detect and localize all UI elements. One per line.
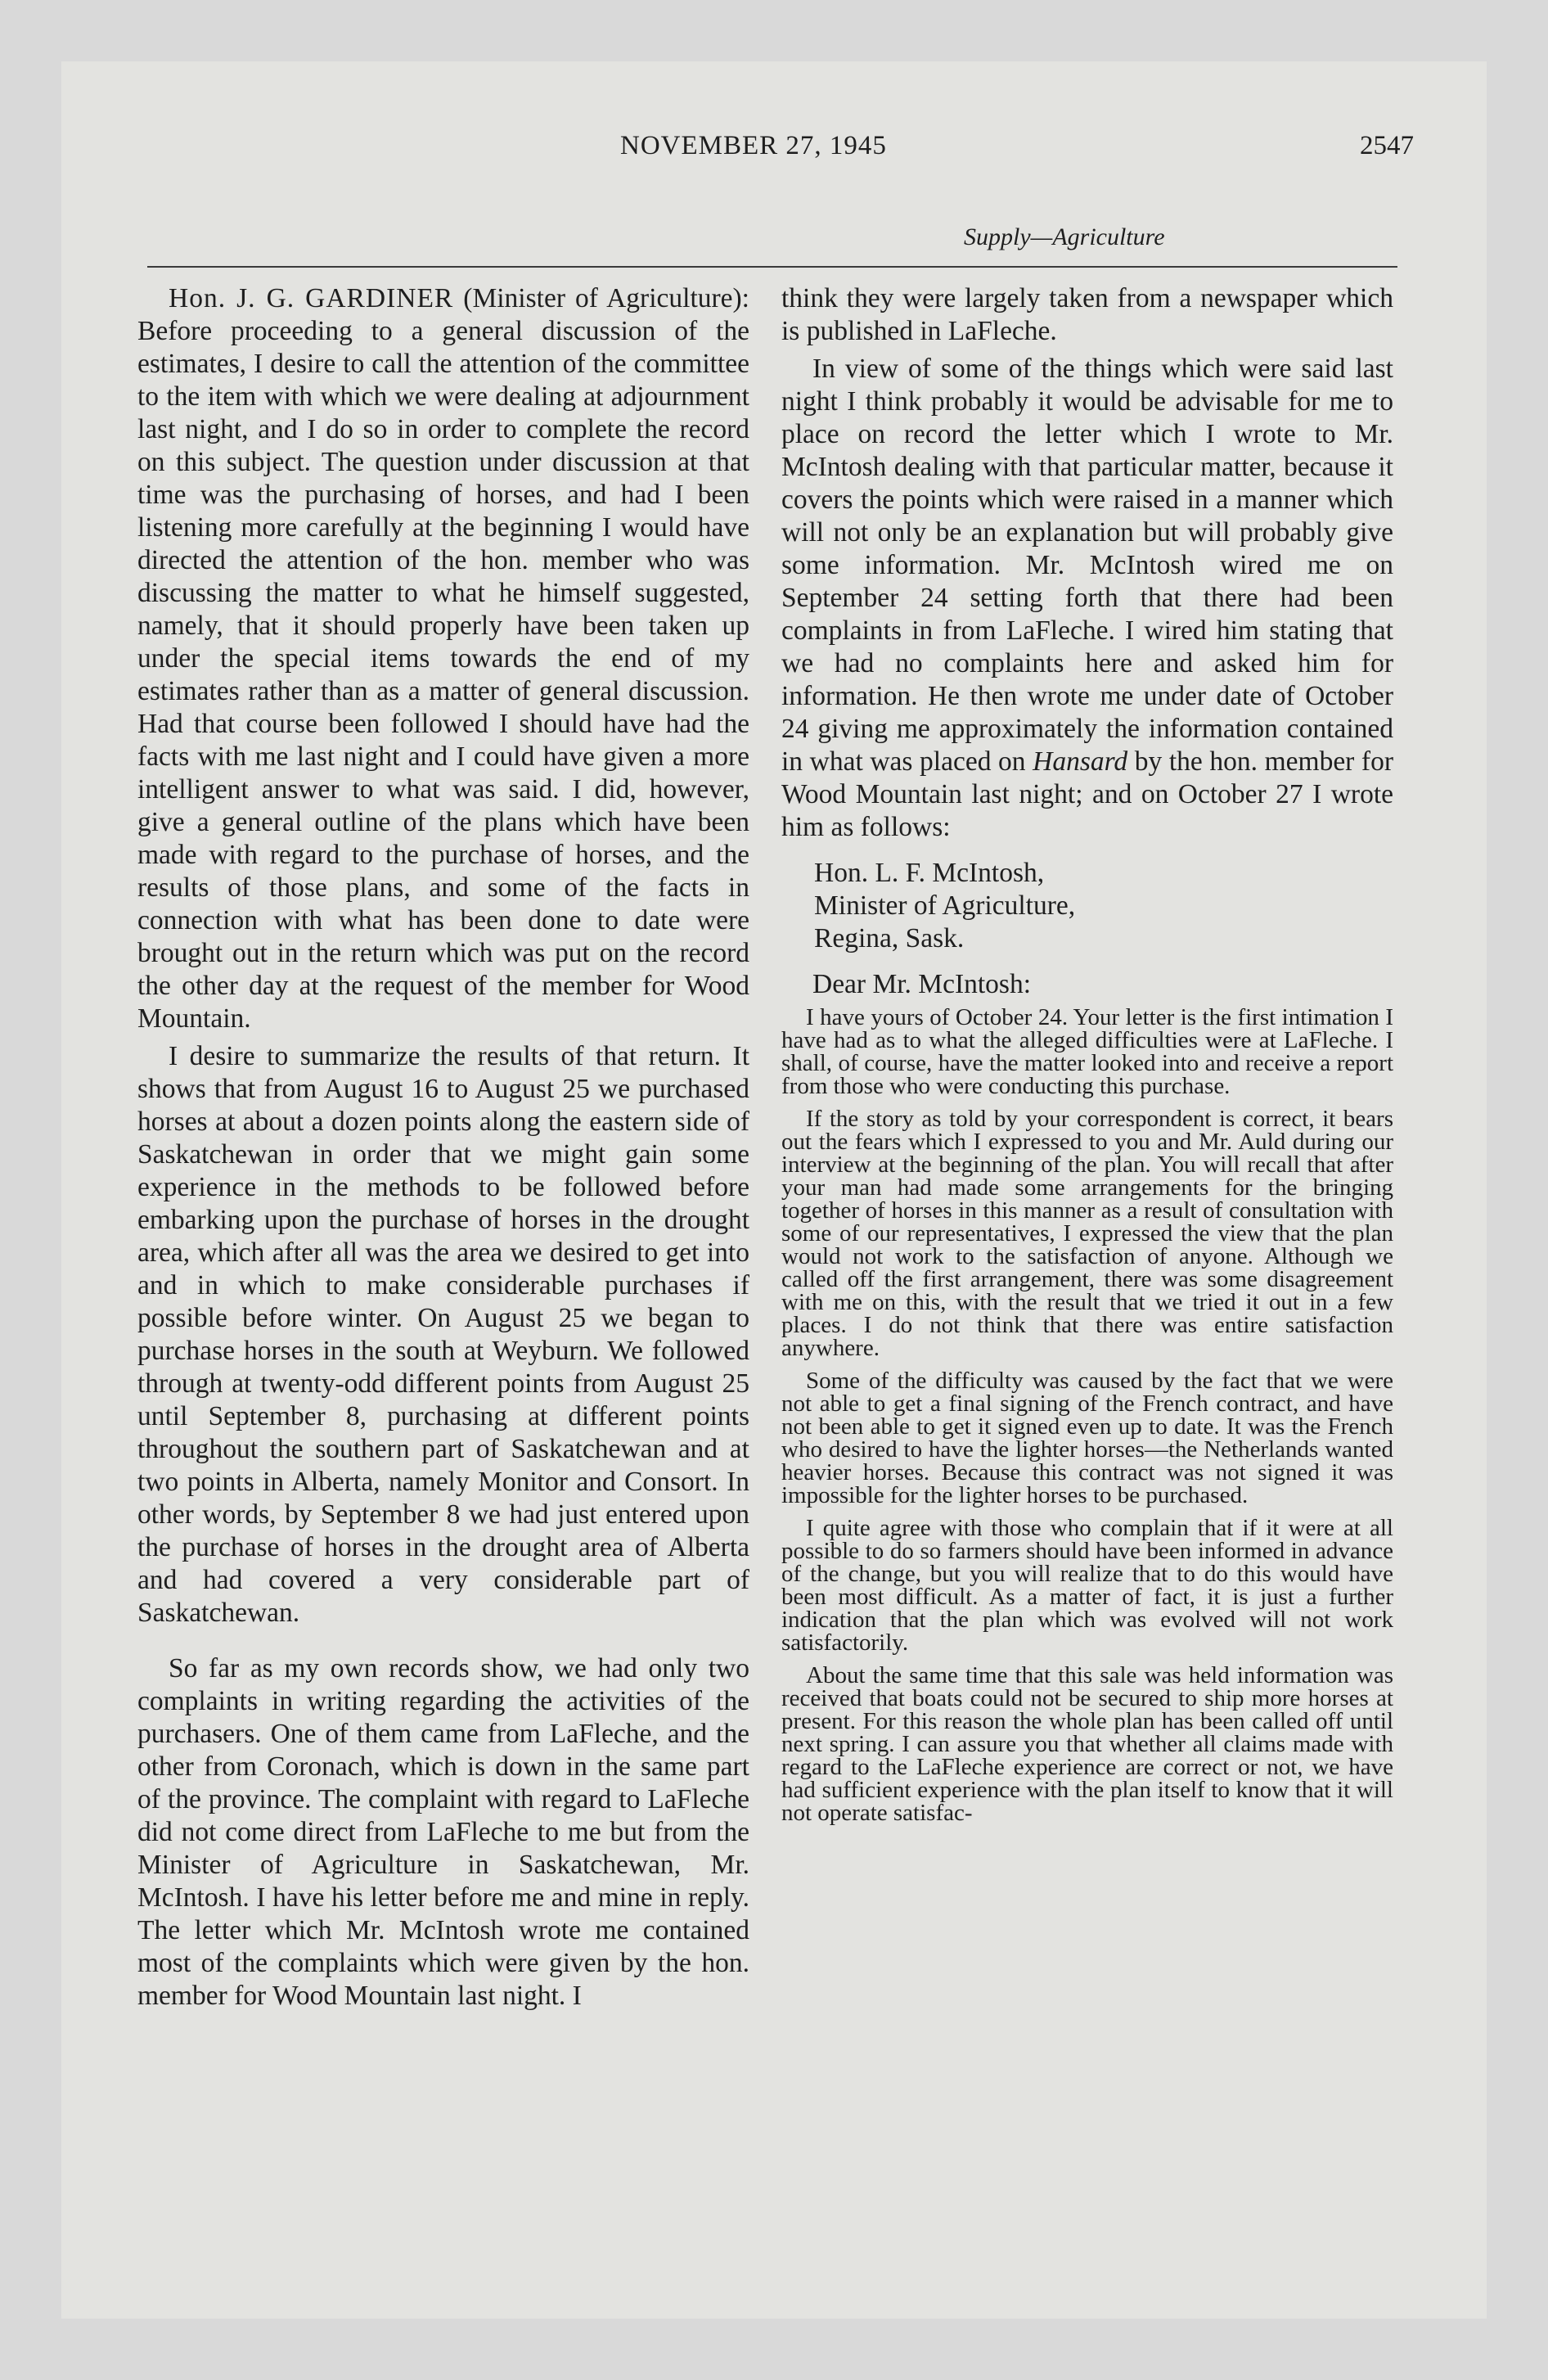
- paragraph-record-text: In view of some of the things which were said last night I think probably it would be advisable for me to place on record the letter which I wrote to Mr. McIntosh dealing with that particular matter, because it covers the points which were raised in a manner which will not only be an explanation but will probably give some information. Mr. McIntosh wired me on September 24 setting forth that there had been complaints in from LaFleche. I wired him stating that we had no complaints here and asked him for information. He then wrote me under date of October 24 giving me approximately the information contained in what was placed on: [781, 354, 1393, 777]
- letter-paragraph: About the same time that this sale was held information was received that boats could not be secured to ship more horses at present. For this reason the whole plan has been called off until next spring. I can assure you that whether all claims made with regard to the LaFleche experience are correct or not, we have had sufficient experience with the plan itself to know that it will not operate satisfac-: [781, 1662, 1393, 1826]
- address-line: Minister of Agriculture,: [814, 890, 1076, 921]
- right-column: [781, 282, 1393, 2263]
- header-rule: [147, 266, 1397, 268]
- letter-paragraph: Some of the difficulty was caused by the fact that we were not able to get a final signing of the French contract, and have not been able to get it signed even up to date. It was the French who desired to have the lighter horses—the Netherlands wanted heavier horses. Because this contract was not signed it was impossible for the lighter horses to be purchased.: [781, 1368, 1393, 1508]
- hansard-ref: Hansard: [1033, 746, 1128, 777]
- section-title: Supply—Agriculture: [964, 223, 1165, 250]
- letter-body: [781, 1006, 1393, 1824]
- letter-paragraph: If the story as told by your correspondent is correct, it bears out the fears which I expressed to you and Mr. Auld during our interview at the beginning of the plan. You will recall that after your man had made some arrangements for the bringing together of horses in this manner as a result of consultation with some of our representatives, I expressed the view that the plan would not work to the satisfaction of anyone. Although we called off the first arrangement, there was some disagreement with me on this, with the result that we tried it out in a few places. I do not think that there was entire satisfaction anywhere.: [781, 1106, 1393, 1361]
- paragraph-record-end: by the hon. member for Wood Mountain last night; and on October 27 I wrote him as follows:: [781, 746, 1393, 842]
- paragraph-intro: [137, 282, 749, 1035]
- letter-address: [814, 857, 1393, 955]
- letter-salutation: Dear Mr. McIntosh:: [812, 969, 1032, 999]
- speaker-name: Hon. J. G. GARDINER: [169, 283, 454, 313]
- header-date: NOVEMBER 27, 1945: [620, 131, 887, 160]
- address-line: Regina, Sask.: [814, 923, 965, 953]
- speaker-role: (Minister of Agriculture):: [463, 283, 749, 313]
- paragraph-continuation: think they were largely taken from a newspaper which is published in LaFleche.: [781, 283, 1393, 346]
- page-number: 2547: [1360, 131, 1414, 160]
- paragraph-intro-text: Before proceeding to a general discussion of the estimates, I desire to call the attention of the committee to the item with which we were dealing at adjournment last night, and I do so in order to complete the record on this subject. The question under discussion at that time was the purchasing of horses, and had I been listening more carefully at the beginning I would have directed the attention of the hon. member who was discussing the matter to what he himself suggested, namely, that it should properly have been taken up under the special items towards the end of my estimates rather than as a matter of general discussion. Had that course been followed I should have had the facts with me last night and I could have given a more intelligent answer to what was said. I did, however, give a general outline of the plans which have been made with regard to the purchase of horses, and the results of those plans, and some of the facts in connection with what has been done to date were brought out in the return which was put on the record the other day at the request of the member for Wood Mountain.: [137, 316, 749, 1034]
- paragraph-summary: I desire to summarize the results of that return. It shows that from August 16 to August 25 we purchased horses at about a dozen points along the eastern side of Saskatchewan in order that we might gain some experience in the methods to be followed before embarking upon the purchase of horses in the drought area, which after all was the area we desired to get into and in which to make considerable purchases if possible before winter. On August 25 we began to purchase horses in the south at Weyburn. We followed through at twenty-odd different points from August 25 until September 8, purchasing at different points throughout the southern part of Saskatchewan and at two points in Alberta, namely Monitor and Consort. In other words, by September 8 we had just entered upon the purchase of horses in the drought area of Alberta and had covered a very considerable part of Saskatchewan.: [137, 1041, 749, 1628]
- paragraph-complaints: So far as my own records show, we had only two complaints in writing regarding the activities of the purchasers. One of them came from LaFleche, and the other from Coronach, which is down in the same part of the province. The complaint with regard to LaFleche did not come direct from LaFleche to me but from the Minister of Agriculture in Saskatchewan, Mr. McIntosh. I have his letter before me and mine in reply. The letter which Mr. McIntosh wrote me contained most of the complaints which were given by the hon. member for Wood Mountain last night. I: [137, 1653, 749, 2011]
- left-column: [137, 282, 749, 2263]
- paragraph-record: [781, 353, 1393, 844]
- letter-paragraph: I quite agree with those who complain that if it were at all possible to do so farmers should have been informed in advance of the change, but you will realize that to do this would have been most difficult. As a matter of fact, it is just a further indication that the plan which was evolved will not work satisfactorily.: [781, 1515, 1393, 1656]
- address-line: Hon. L. F. McIntosh,: [814, 858, 1045, 888]
- letter-paragraph: I have yours of October 24. Your letter is the first intimation I have had as to what the alleged difficulties were at LaFleche. I shall, of course, have the matter looked into and receive a report from those who were conducting this purchase.: [781, 1004, 1393, 1099]
